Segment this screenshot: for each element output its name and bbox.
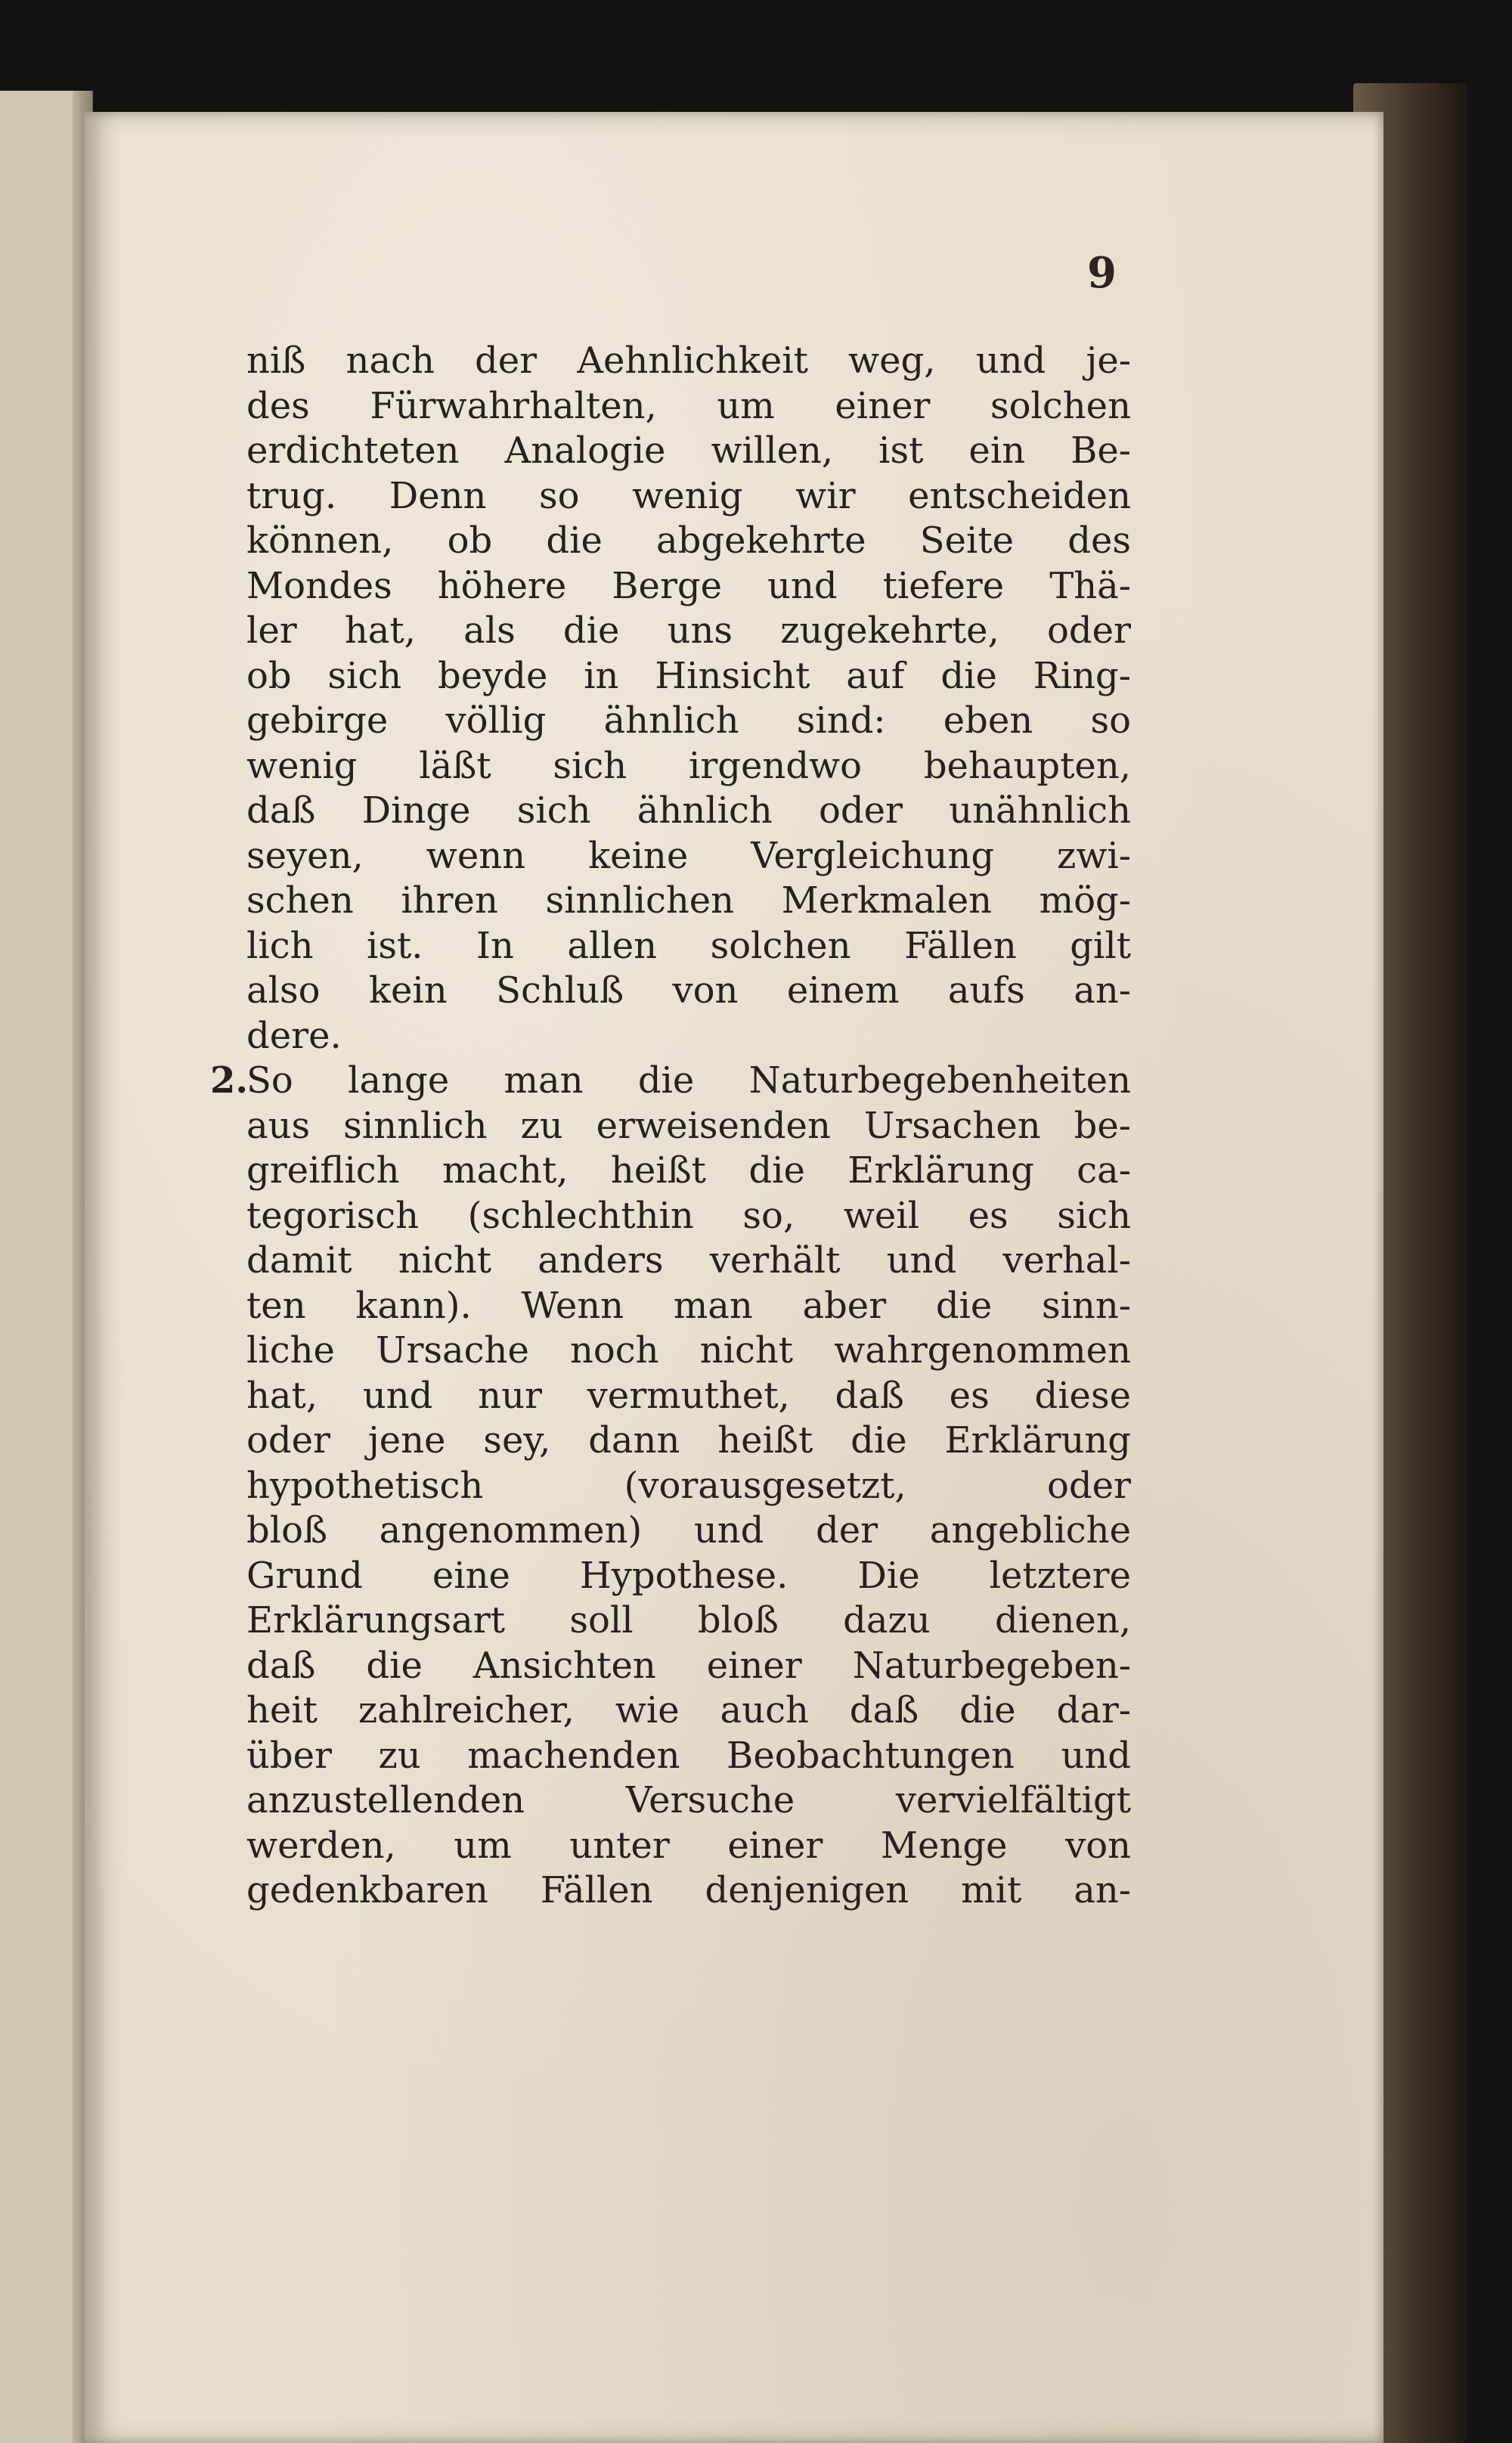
text-line: lich ist. In allen solchen Fällen gilt — [246, 924, 1131, 967]
text-line: damit nicht anders verhält und verhal- — [246, 1239, 1131, 1282]
text-line: hat, und nur vermuthet, daß es diese — [246, 1374, 1131, 1417]
text-line: wenig läßt sich irgendwo behaupten, — [246, 744, 1131, 787]
page-number: 9 — [1087, 248, 1117, 298]
text-line: können, ob die abgekehrte Seite des — [246, 519, 1131, 562]
text-line: also kein Schluß von einem aufs an- — [246, 969, 1131, 1012]
text-line: daß Dinge sich ähnlich oder unähnlich — [246, 789, 1131, 832]
text-line: ob sich beyde in Hinsicht auf die Ring- — [246, 654, 1131, 697]
text-line: Grund eine Hypothese. Die letztere — [246, 1554, 1131, 1597]
text-line: ten kann). Wenn man aber die sinn- — [246, 1284, 1131, 1327]
text-line: erdichteten Analogie willen, ist ein Be- — [246, 429, 1131, 472]
text-line: trug. Denn so wenig wir entscheiden — [246, 474, 1131, 517]
text-line: gebirge völlig ähnlich sind: eben so — [246, 699, 1131, 742]
text-line: oder jene sey, dann heißt die Erklärung — [246, 1419, 1131, 1462]
text-line: greiflich macht, heißt die Erklärung ca- — [246, 1149, 1131, 1192]
text-line: hypothetisch (vorausgesetzt, oder — [246, 1464, 1131, 1507]
text-line: werden, um unter einer Menge von — [246, 1824, 1131, 1867]
text-line: schen ihren sinnlichen Merkmalen mög- — [246, 879, 1131, 922]
text-line: niß nach der Aehnlichkeit weg, und je- — [246, 339, 1131, 382]
text-line: dere. — [246, 1014, 342, 1057]
text-line: gedenkbaren Fällen denjenigen mit an- — [246, 1869, 1131, 1911]
text-line: daß die Ansichten einer Naturbegeben- — [246, 1644, 1131, 1687]
text-line: des Fürwahrhalten, um einer solchen — [246, 384, 1131, 427]
text-line: über zu machenden Beobachtungen und — [246, 1734, 1131, 1777]
text-line: tegorisch (schlechthin so, weil es sich — [246, 1194, 1131, 1237]
text-line: Mondes höhere Berge und tiefere Thä- — [246, 564, 1131, 607]
numbered-paragraph — [210, 1059, 1131, 1914]
text-line: aus sinnlich zu erweisenden Ursachen be- — [246, 1104, 1131, 1147]
text-line: heit zahlreicher, wie auch daß die dar- — [246, 1689, 1131, 1731]
text-line: So lange man die Naturbegebenheiten — [246, 1059, 1131, 1102]
text-line: seyen, wenn keine Vergleichung zwi- — [246, 834, 1131, 877]
text-line: Erklärungsart soll bloß dazu dienen, — [246, 1599, 1131, 1642]
text-line: ler hat, als die uns zugekehrte, oder — [246, 609, 1131, 652]
text-line: bloß angenommen) und der angebliche — [246, 1509, 1131, 1552]
paragraph-number: 2. — [210, 1059, 249, 1102]
text-line: anzustellenden Versuche vervielfältigt — [246, 1779, 1131, 1821]
body-text — [210, 339, 1131, 1914]
text-line: liche Ursache noch nicht wahrgenommen — [246, 1329, 1131, 1372]
